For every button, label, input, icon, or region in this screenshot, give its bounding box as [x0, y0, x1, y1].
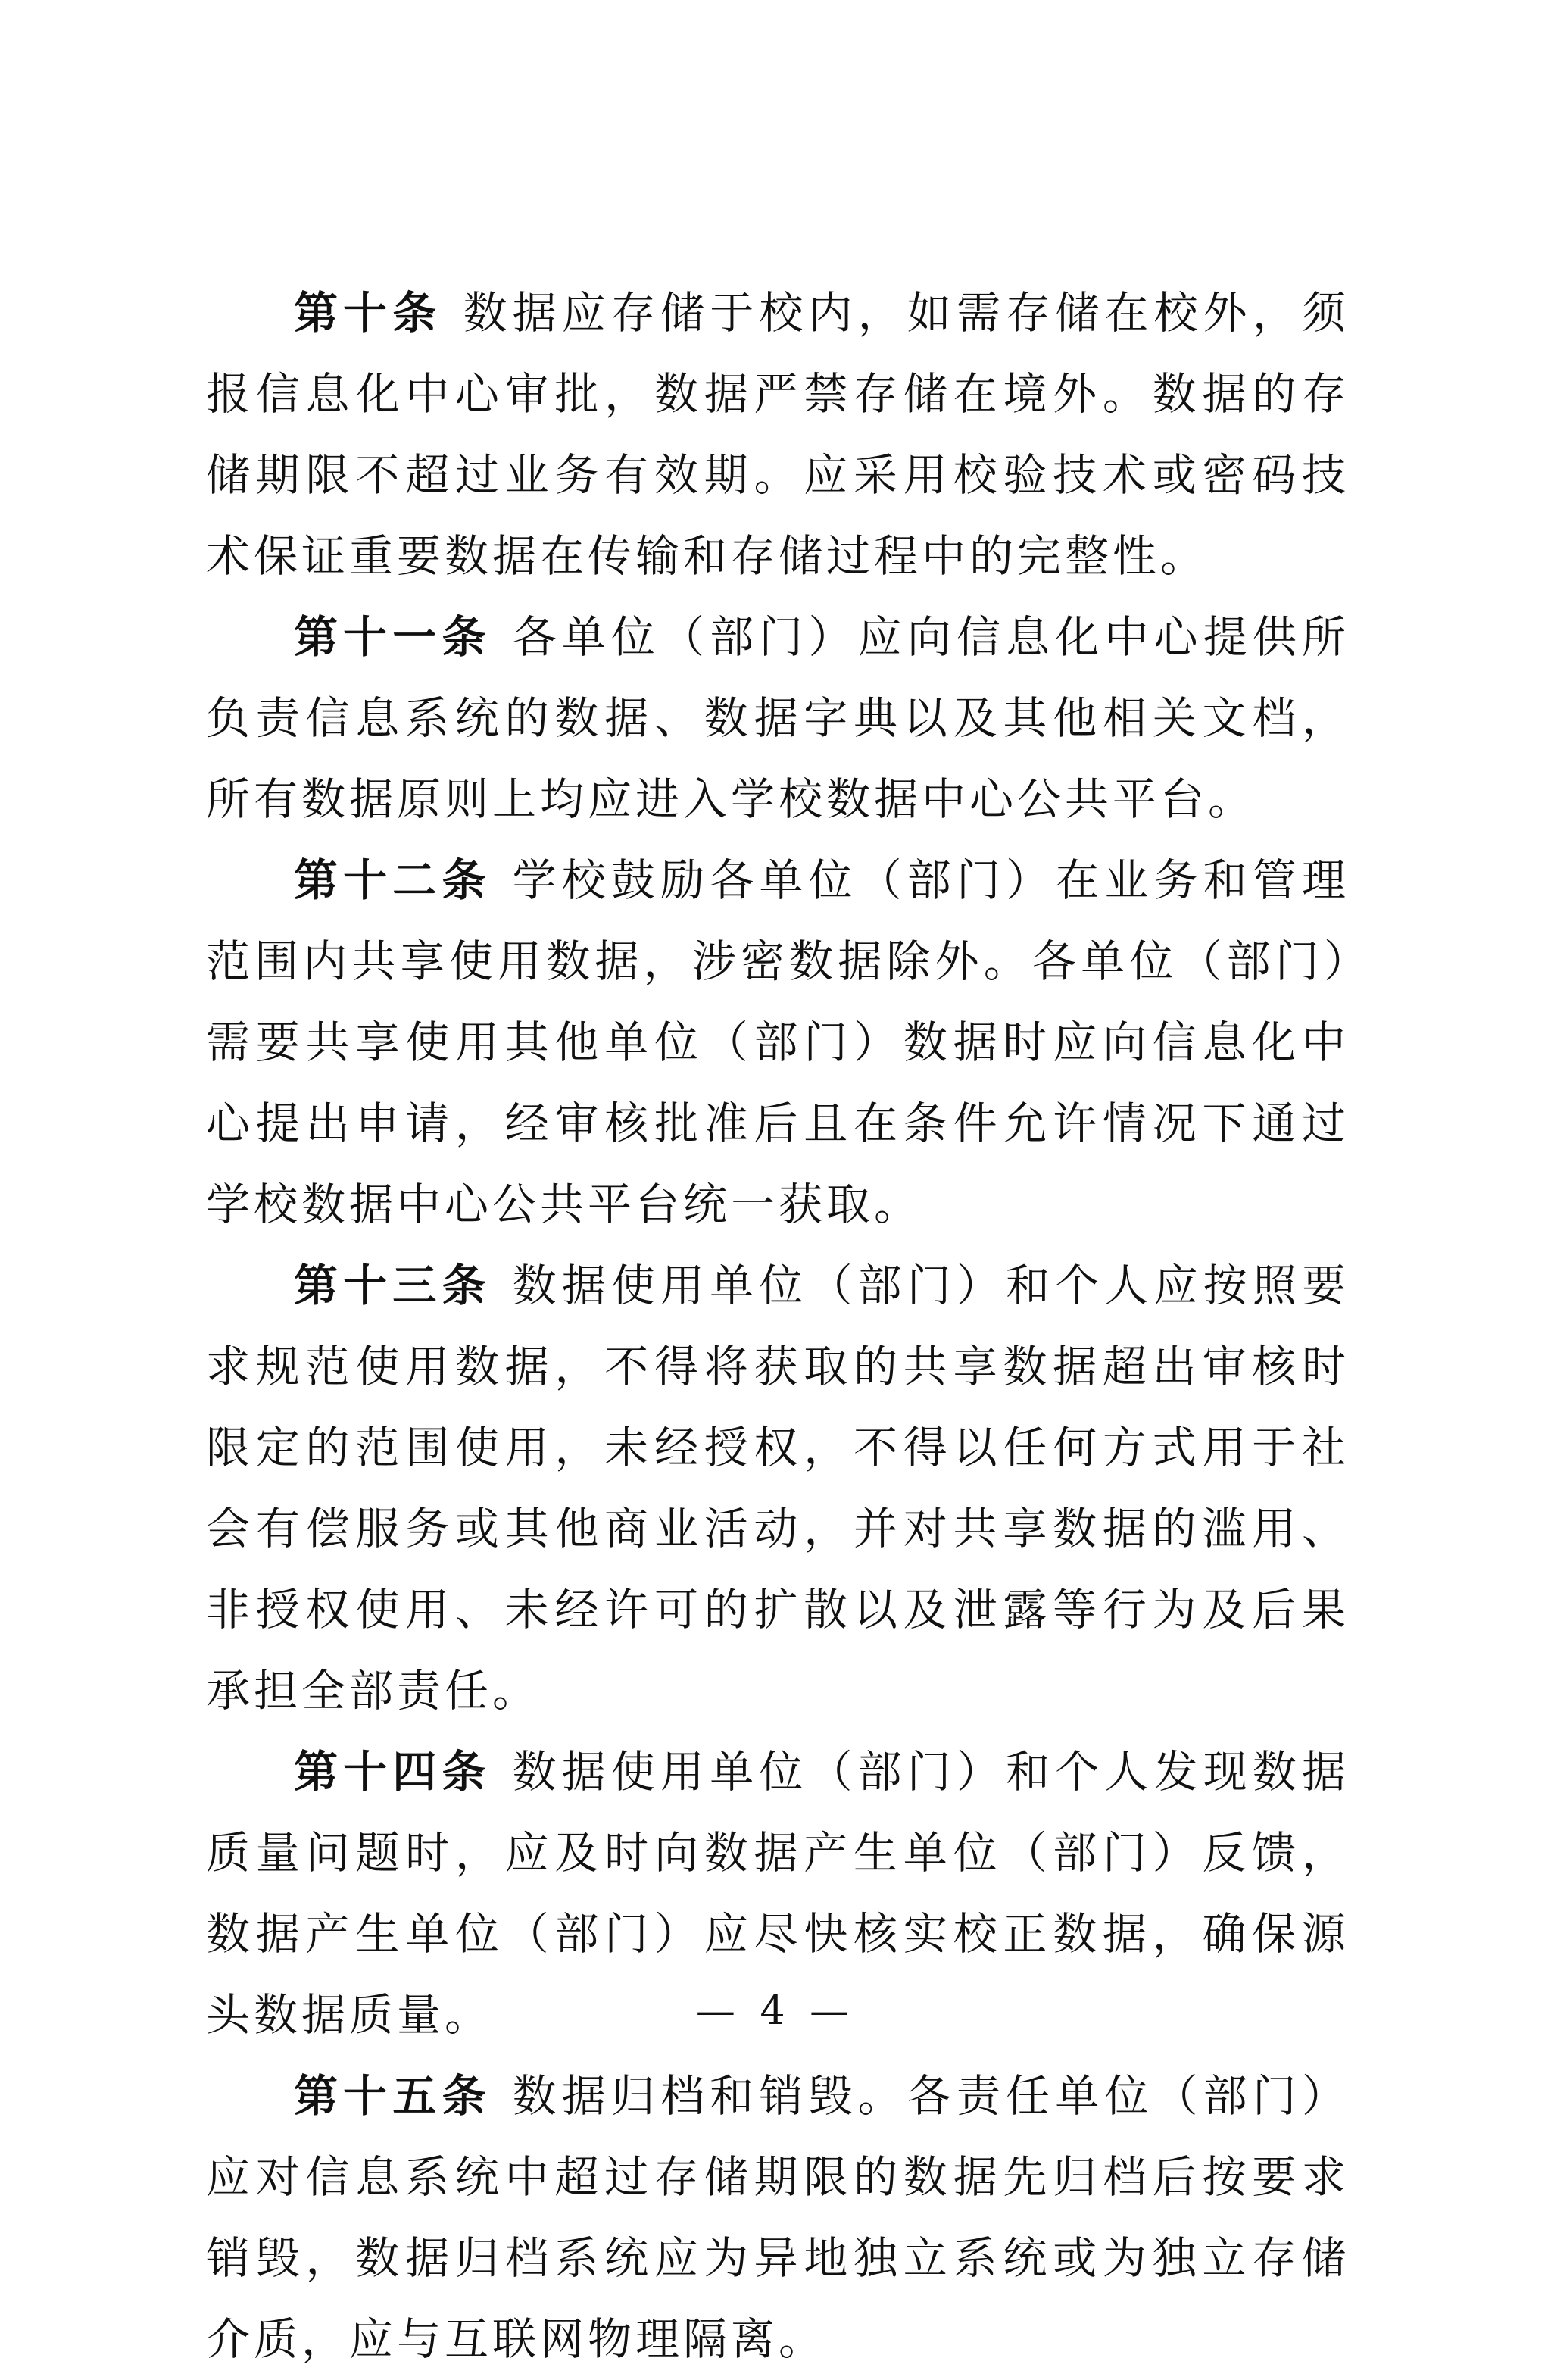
article-heading: 第十条 [294, 287, 442, 339]
article-13 [206, 1245, 1350, 1732]
article-heading: 第十五条 [294, 2070, 492, 2122]
article-heading: 第十二条 [294, 854, 492, 906]
article-11 [206, 597, 1350, 840]
article-text: 数据归档和销毁。各责任单位（部门）应对信息系统中超过存储期限的数据先归档后按要求销毁，数据归档系统应为异地独立系统或为独立存储介质，应与互联网物理隔离。 [206, 2070, 1350, 2365]
article-text: 各单位（部门）应向信息化中心提供所负责信息系统的数据、数据字典以及其他相关文档，所有数据原则上均应进入学校数据中心公共平台。 [206, 611, 1350, 825]
article-text: 数据使用单位（部门）和个人应按照要求规范使用数据，不得将获取的共享数据超出审核时限定的范围使用，未经授权，不得以任何方式用于社会有偿服务或其他商业活动，并对共享数据的滥用、非授权使用、未经许可的扩散以及泄露等行为及后果承担全部责任。 [206, 1260, 1350, 1716]
article-text: 学校鼓励各单位（部门）在业务和管理范围内共享使用数据，涉密数据除外。各单位（部门）需要共享使用其他单位（部门）数据时应向信息化中心提出申请，经审核批准后且在条件允许情况下通过学校数据中心公共平台统一获取。 [206, 854, 1350, 1230]
article-12 [206, 840, 1350, 1245]
article-15 [206, 2056, 1350, 2380]
article-10 [206, 273, 1350, 597]
article-heading: 第十三条 [294, 1260, 492, 1311]
article-heading: 第十一条 [294, 611, 492, 663]
article-heading: 第十四条 [294, 1746, 492, 1797]
page-number: — 4 — [695, 1988, 856, 2034]
document-body [206, 273, 1350, 2380]
article-text: 数据使用单位（部门）和个人发现数据质量问题时，应及时向数据产生单位（部门）反馈，数据产生单位（部门）应尽快核实校正数据，确保源头数据质量。 [206, 1746, 1350, 2041]
article-text: 数据应存储于校内，如需存储在校外，须报信息化中心审批，数据严禁存储在境外。数据的存储期限不超过业务有效期。应采用校验技术或密码技术保证重要数据在传输和存储过程中的完整性。 [206, 287, 1350, 582]
